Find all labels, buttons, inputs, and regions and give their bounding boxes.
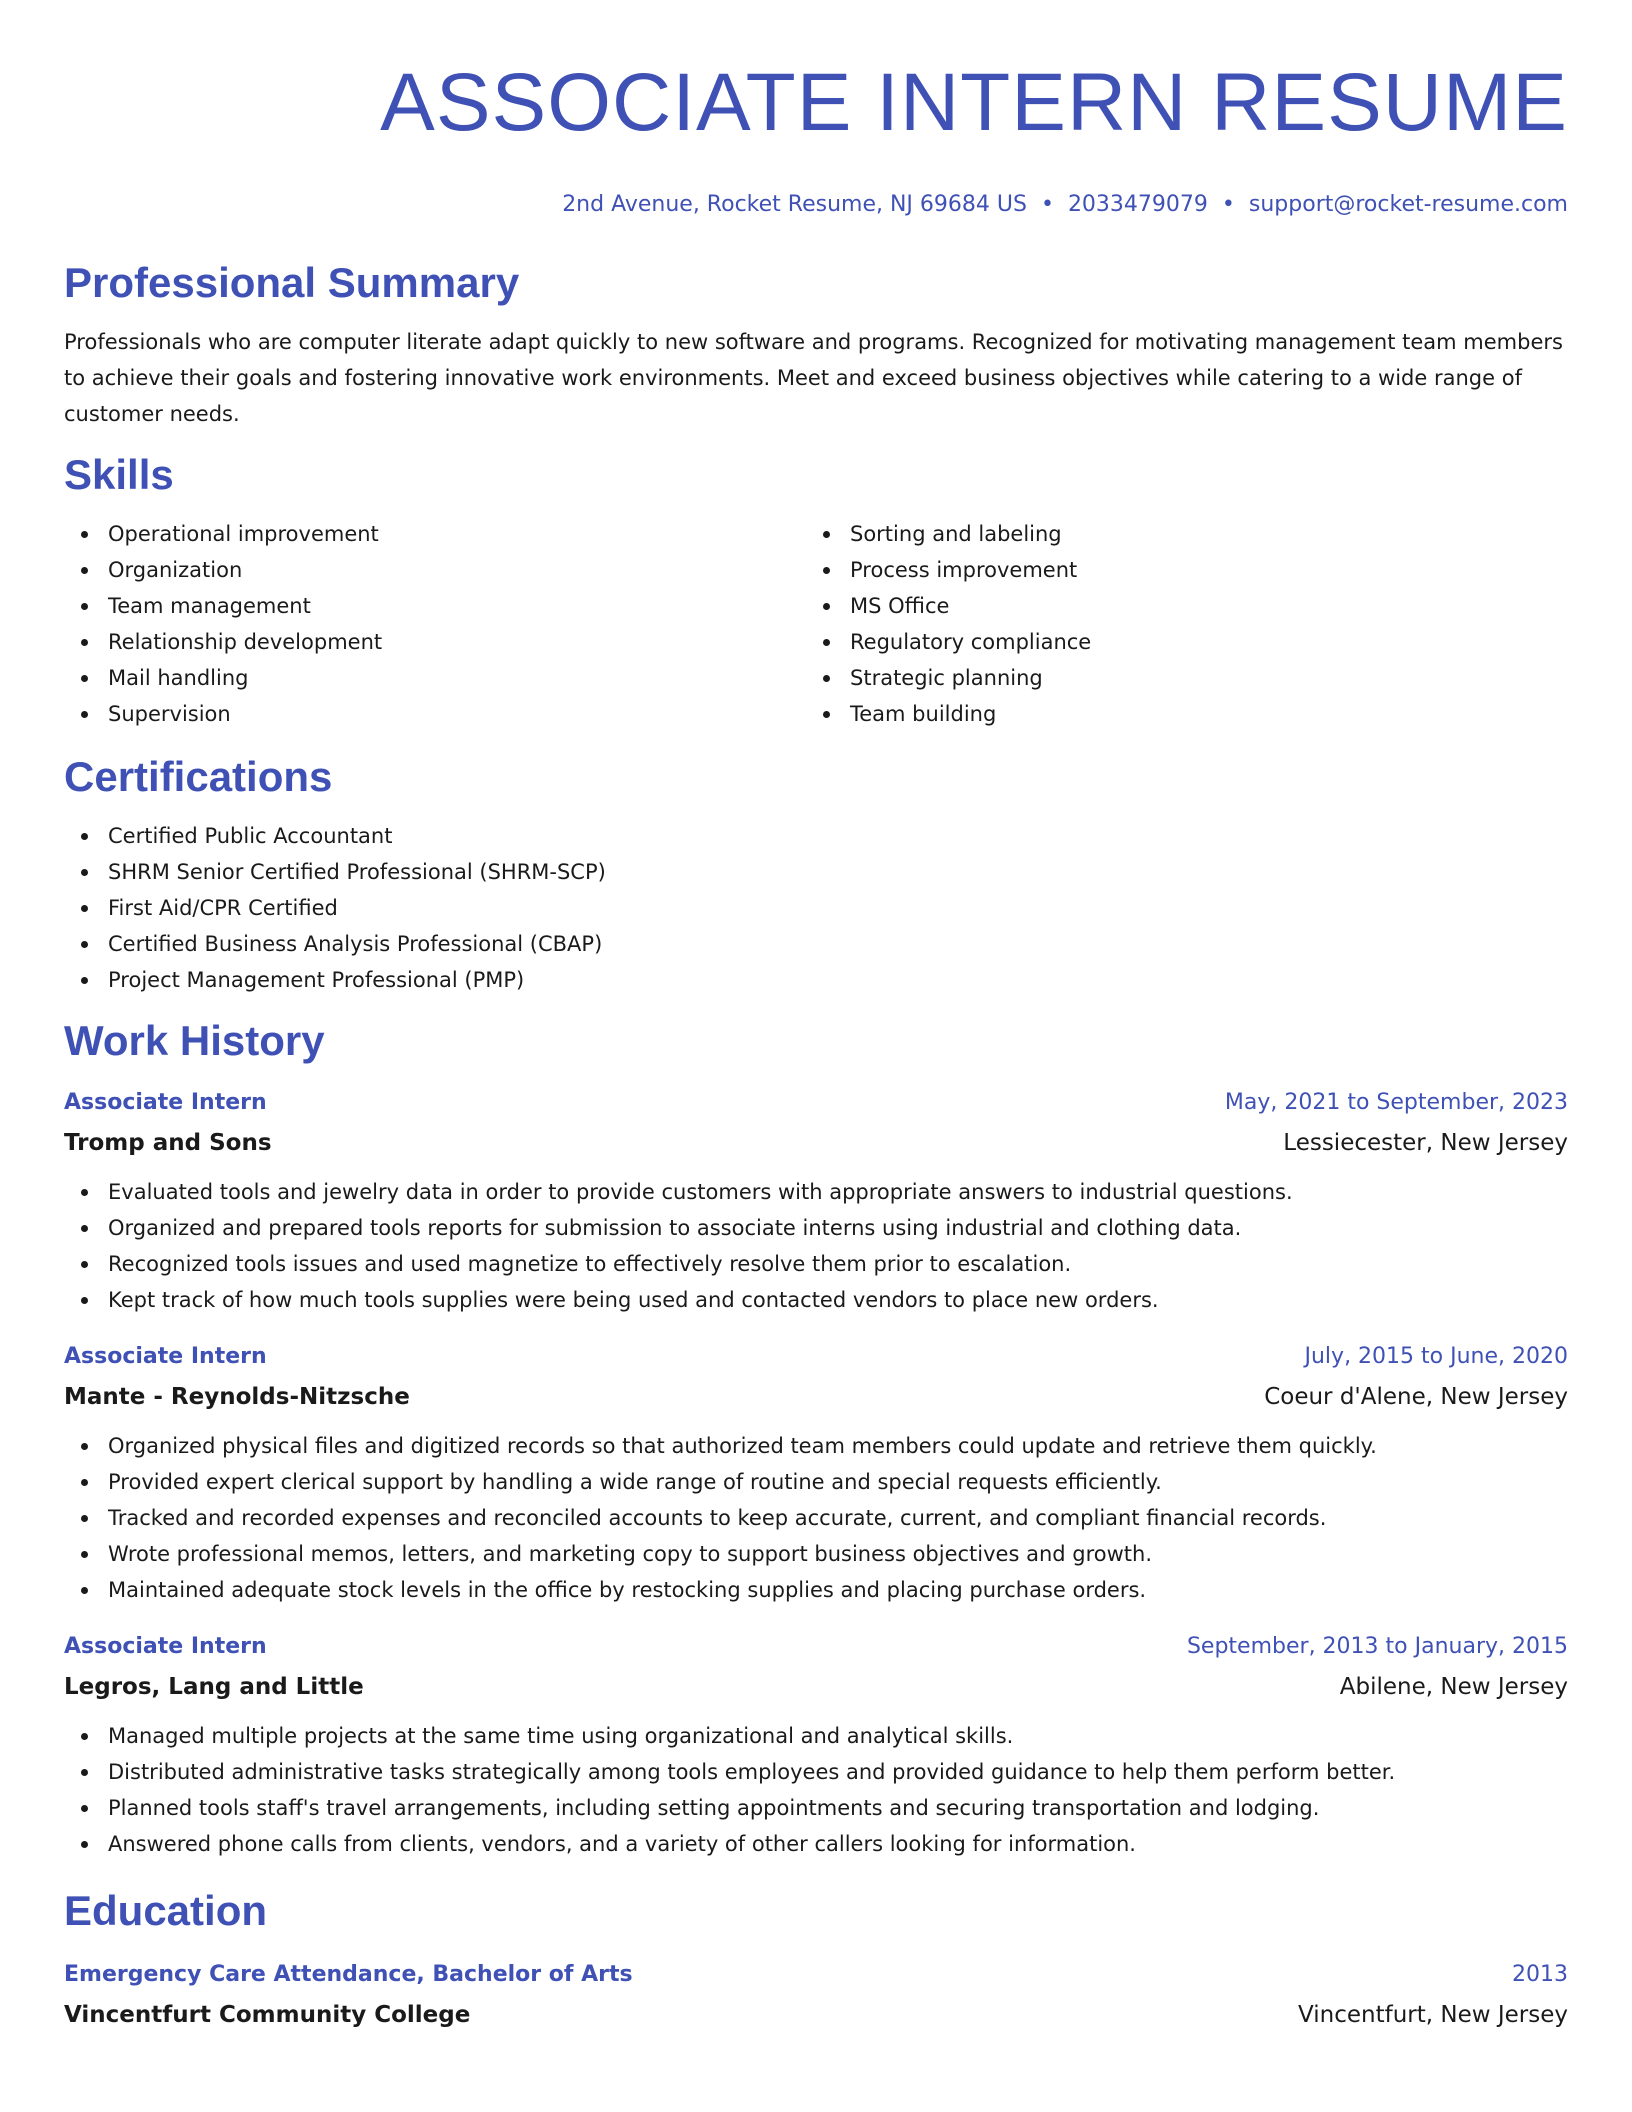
job-bullet: Distributed administrative tasks strategically among tools employees and provided guidance to help them perform better. — [64, 1754, 1568, 1790]
job-header — [64, 1088, 1568, 1118]
skill-item: MS Office — [806, 588, 1548, 624]
job-bullet: Organized and prepared tools reports for submission to associate interns using industrial and clothing data. — [64, 1210, 1568, 1246]
contact-separator: • — [1221, 192, 1235, 217]
job-company: Legros, Lang and Little — [64, 1674, 364, 1700]
contact-address: 2nd Avenue, Rocket Resume, NJ 69684 US — [562, 192, 1027, 217]
job-bullet: Organized physical files and digitized records so that authorized team members could update and retrieve them quickly. — [64, 1428, 1568, 1464]
job-header — [64, 1342, 1568, 1372]
job-bullet: Maintained adequate stock levels in the office by restocking supplies and placing purchase orders. — [64, 1572, 1568, 1608]
contact-email[interactable]: support@rocket-resume.com — [1248, 192, 1568, 217]
job-company: Tromp and Sons — [64, 1130, 272, 1156]
summary-text: Professionals who are computer literate adapt quickly to new software and programs. Recognized for motivating management team members to achieve their goals and fostering innovative work environments. Meet and exceed business objectives while catering to a wide range of customer needs. — [64, 330, 1563, 426]
education-subheader — [64, 2000, 1568, 2030]
skill-item: Process improvement — [806, 552, 1548, 588]
education-location: Vincentfurt, New Jersey — [1298, 2002, 1568, 2028]
skill-item: Team management — [64, 588, 806, 624]
job-bullets — [64, 1718, 1568, 1862]
section-title-summary: Professional Summary — [64, 259, 520, 306]
skill-item: Regulatory compliance — [806, 624, 1548, 660]
job-dates: May, 2021 to September, 2023 — [1224, 1090, 1568, 1115]
job-subheader — [64, 1128, 1568, 1158]
job-bullet: Tracked and recorded expenses and reconciled accounts to keep accurate, current, and compliant financial records. — [64, 1500, 1568, 1536]
job-title: Associate Intern — [64, 1634, 267, 1659]
job-dates: July, 2015 to June, 2020 — [1304, 1344, 1568, 1369]
job-location: Lessiecester, New Jersey — [1283, 1130, 1568, 1156]
job-entry — [64, 1088, 1568, 1318]
job-subheader — [64, 1672, 1568, 1702]
section-title-certifications: Certifications — [64, 753, 333, 800]
certification-item: Certified Business Analysis Professional (CBAP) — [64, 926, 1568, 962]
contact-phone: 2033479079 — [1067, 192, 1208, 217]
job-title: Associate Intern — [64, 1090, 267, 1115]
resume-page — [64, 0, 1568, 2030]
skill-item: Organization — [64, 552, 806, 588]
certification-item: First Aid/CPR Certified — [64, 890, 1568, 926]
certifications-list — [64, 818, 1568, 998]
skill-item: Team building — [806, 696, 1548, 732]
job-location: Coeur d'Alene, New Jersey — [1264, 1384, 1568, 1410]
job-bullet: Evaluated tools and jewelry data in order to provide customers with appropriate answers to industrial questions. — [64, 1174, 1568, 1210]
job-bullets — [64, 1428, 1568, 1608]
job-header — [64, 1632, 1568, 1662]
section-title-education: Education — [64, 1887, 268, 1934]
skill-item: Strategic planning — [806, 660, 1548, 696]
education-school: Vincentfurt Community College — [64, 2002, 471, 2028]
skills-column-right — [806, 516, 1548, 732]
education-degree: Emergency Care Attendance, Bachelor of Arts — [64, 1962, 633, 1987]
certification-item: Certified Public Accountant — [64, 818, 1568, 854]
contact-line — [64, 190, 1568, 220]
job-title: Associate Intern — [64, 1344, 267, 1369]
contact-separator: • — [1040, 192, 1054, 217]
job-bullets — [64, 1174, 1568, 1318]
education-year: 2013 — [1512, 1962, 1568, 1987]
job-bullet: Planned tools staff's travel arrangements, including setting appointments and securing transportation and lodging. — [64, 1790, 1568, 1826]
skill-item: Operational improvement — [64, 516, 806, 552]
education-header — [64, 1960, 1568, 1990]
skill-item: Mail handling — [64, 660, 806, 696]
resume-title: ASSOCIATE INTERN RESUME — [380, 57, 1568, 148]
certification-item: Project Management Professional (PMP) — [64, 962, 1568, 998]
job-bullet: Wrote professional memos, letters, and marketing copy to support business objectives and growth. — [64, 1536, 1568, 1572]
job-bullet: Recognized tools issues and used magnetize to effectively resolve them prior to escalation. — [64, 1246, 1568, 1282]
job-subheader — [64, 1382, 1568, 1412]
job-bullet: Answered phone calls from clients, vendors, and a variety of other callers looking for information. — [64, 1826, 1568, 1862]
skills-column-left — [64, 516, 806, 732]
section-title-work-history: Work History — [64, 1017, 325, 1064]
section-title-skills: Skills — [64, 451, 174, 498]
skill-item: Relationship development — [64, 624, 806, 660]
skill-item: Supervision — [64, 696, 806, 732]
job-bullet: Managed multiple projects at the same time using organizational and analytical skills. — [64, 1718, 1568, 1754]
job-entry — [64, 1632, 1568, 1862]
education-entry — [64, 1960, 1568, 2030]
job-company: Mante - Reynolds-Nitzsche — [64, 1384, 410, 1410]
job-location: Abilene, New Jersey — [1339, 1674, 1568, 1700]
skills-list — [64, 516, 1568, 732]
job-bullet: Provided expert clerical support by handling a wide range of routine and special requests efficiently. — [64, 1464, 1568, 1500]
skill-item: Sorting and labeling — [806, 516, 1548, 552]
job-bullet: Kept track of how much tools supplies were being used and contacted vendors to place new orders. — [64, 1282, 1568, 1318]
job-entry — [64, 1342, 1568, 1608]
job-dates: September, 2013 to January, 2015 — [1186, 1634, 1568, 1659]
certification-item: SHRM Senior Certified Professional (SHRM-SCP) — [64, 854, 1568, 890]
